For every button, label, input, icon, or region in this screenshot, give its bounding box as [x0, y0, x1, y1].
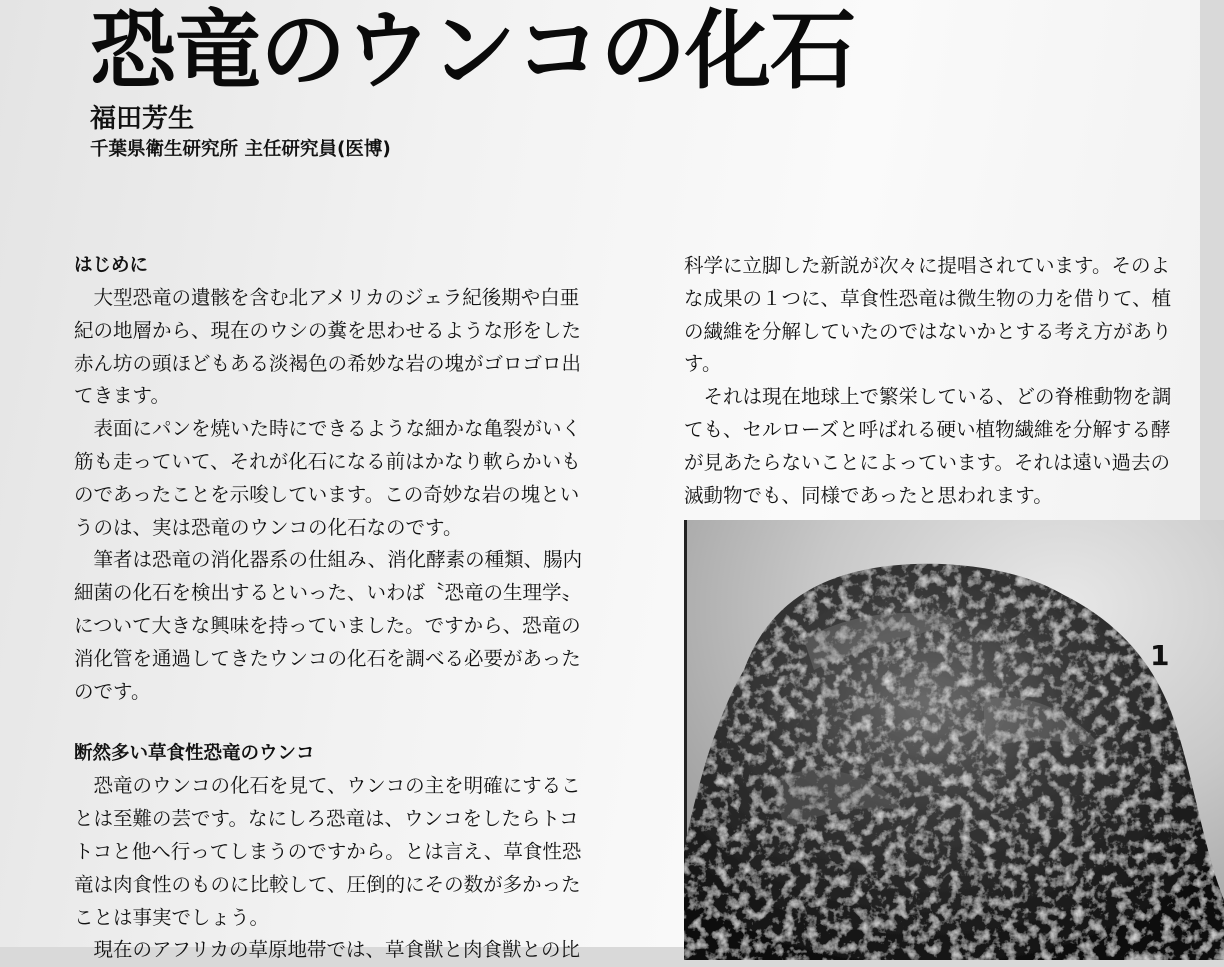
author-name: 福田芳生 — [90, 104, 195, 134]
section-gap — [74, 708, 634, 738]
text-line: てきます。 — [74, 384, 170, 408]
text-line: が見あたらないことによっています。それは遠い過去の — [684, 450, 1170, 474]
section-body-herbivore — [74, 770, 634, 967]
text-line: トコと他へ行ってしまうのですから。とは言え、草食性恐 — [74, 839, 582, 863]
section-heading-intro: はじめに — [74, 255, 149, 276]
text-line: な成果の１つに、草食性恐竜は微生物の力を借りて、植 — [684, 286, 1172, 310]
text-line: うのは、実は恐竜のウンコの化石なのです。 — [74, 515, 463, 539]
right-text-column — [684, 250, 1224, 512]
text-line: のであったことを示唆しています。この奇妙な岩の塊とい — [74, 482, 580, 506]
text-line: 筆者は恐竜の消化器系の仕組み、消化酵素の種類、腸内 — [74, 548, 583, 572]
fossil-photo — [684, 520, 1224, 960]
text-line: のです。 — [74, 679, 151, 703]
text-line: 赤ん坊の頭ほどもある淡褐色の希妙な岩の塊がゴロゴロ出 — [74, 351, 582, 375]
text-line: 紀の地層から、現在のウシの糞を思わせるような形をした — [74, 318, 582, 342]
text-line: 竜は肉食性のものに比較して、圧倒的にその数が多かった — [74, 872, 581, 896]
text-line: す。 — [684, 352, 722, 376]
text-line: 細菌の化石を検出するといった、いわば〝恐竜の生理学〟 — [74, 581, 582, 605]
fossil-image — [684, 520, 1224, 960]
text-line: の繊維を分解していたのではないかとする考え方があり — [684, 319, 1172, 343]
text-line: 大型恐竜の遺骸を含む北アメリカのジェラ紀後期や白亜 — [74, 286, 580, 309]
text-line: 筋も走っていて、それが化石になる前はかなり軟らかいも — [74, 449, 581, 473]
text-line: とは至難の芸です。なにしろ恐竜は、ウンコをしたらトコ — [74, 807, 579, 831]
text-line: 滅動物でも、同様であったと思われます。 — [684, 483, 1053, 507]
text-line: 現在のアフリカの草原地帯では、草食獣と肉食獣との比 — [74, 938, 581, 962]
figure-number: 1 — [1150, 639, 1170, 672]
text-line: ことは事実でしょう。 — [74, 905, 270, 929]
text-line: 恐竜のウンコの化石を見て、ウンコの主を明確にするこ — [74, 774, 581, 798]
text-line: ても、セルローズと呼ばれる硬い植物繊維を分解する酵 — [684, 417, 1171, 441]
section-heading-herbivore: 断然多い草食性恐竜のウンコ — [74, 743, 315, 765]
text-line: 表面にパンを焼いた時にできるような細かな亀裂がいく — [74, 417, 582, 441]
left-text-column — [74, 250, 634, 967]
article-title: 恐竜のウンコの化石 — [90, 1, 855, 101]
author-affiliation: 千葉県衛生研究所 主任研究員(医博) — [90, 139, 391, 160]
text-line: それは現在地球上で繁栄している、どの脊椎動物を調 — [684, 385, 1172, 409]
text-line: 消化管を通過してきたウンコの化石を調べる必要があった — [74, 646, 581, 670]
section-body-intro — [74, 282, 634, 708]
text-line: 科学に立脚した新説が次々に提唱されています。そのよ — [684, 254, 1170, 277]
text-line: について大きな興味を持っていました。ですから、恐竜の — [74, 613, 581, 637]
